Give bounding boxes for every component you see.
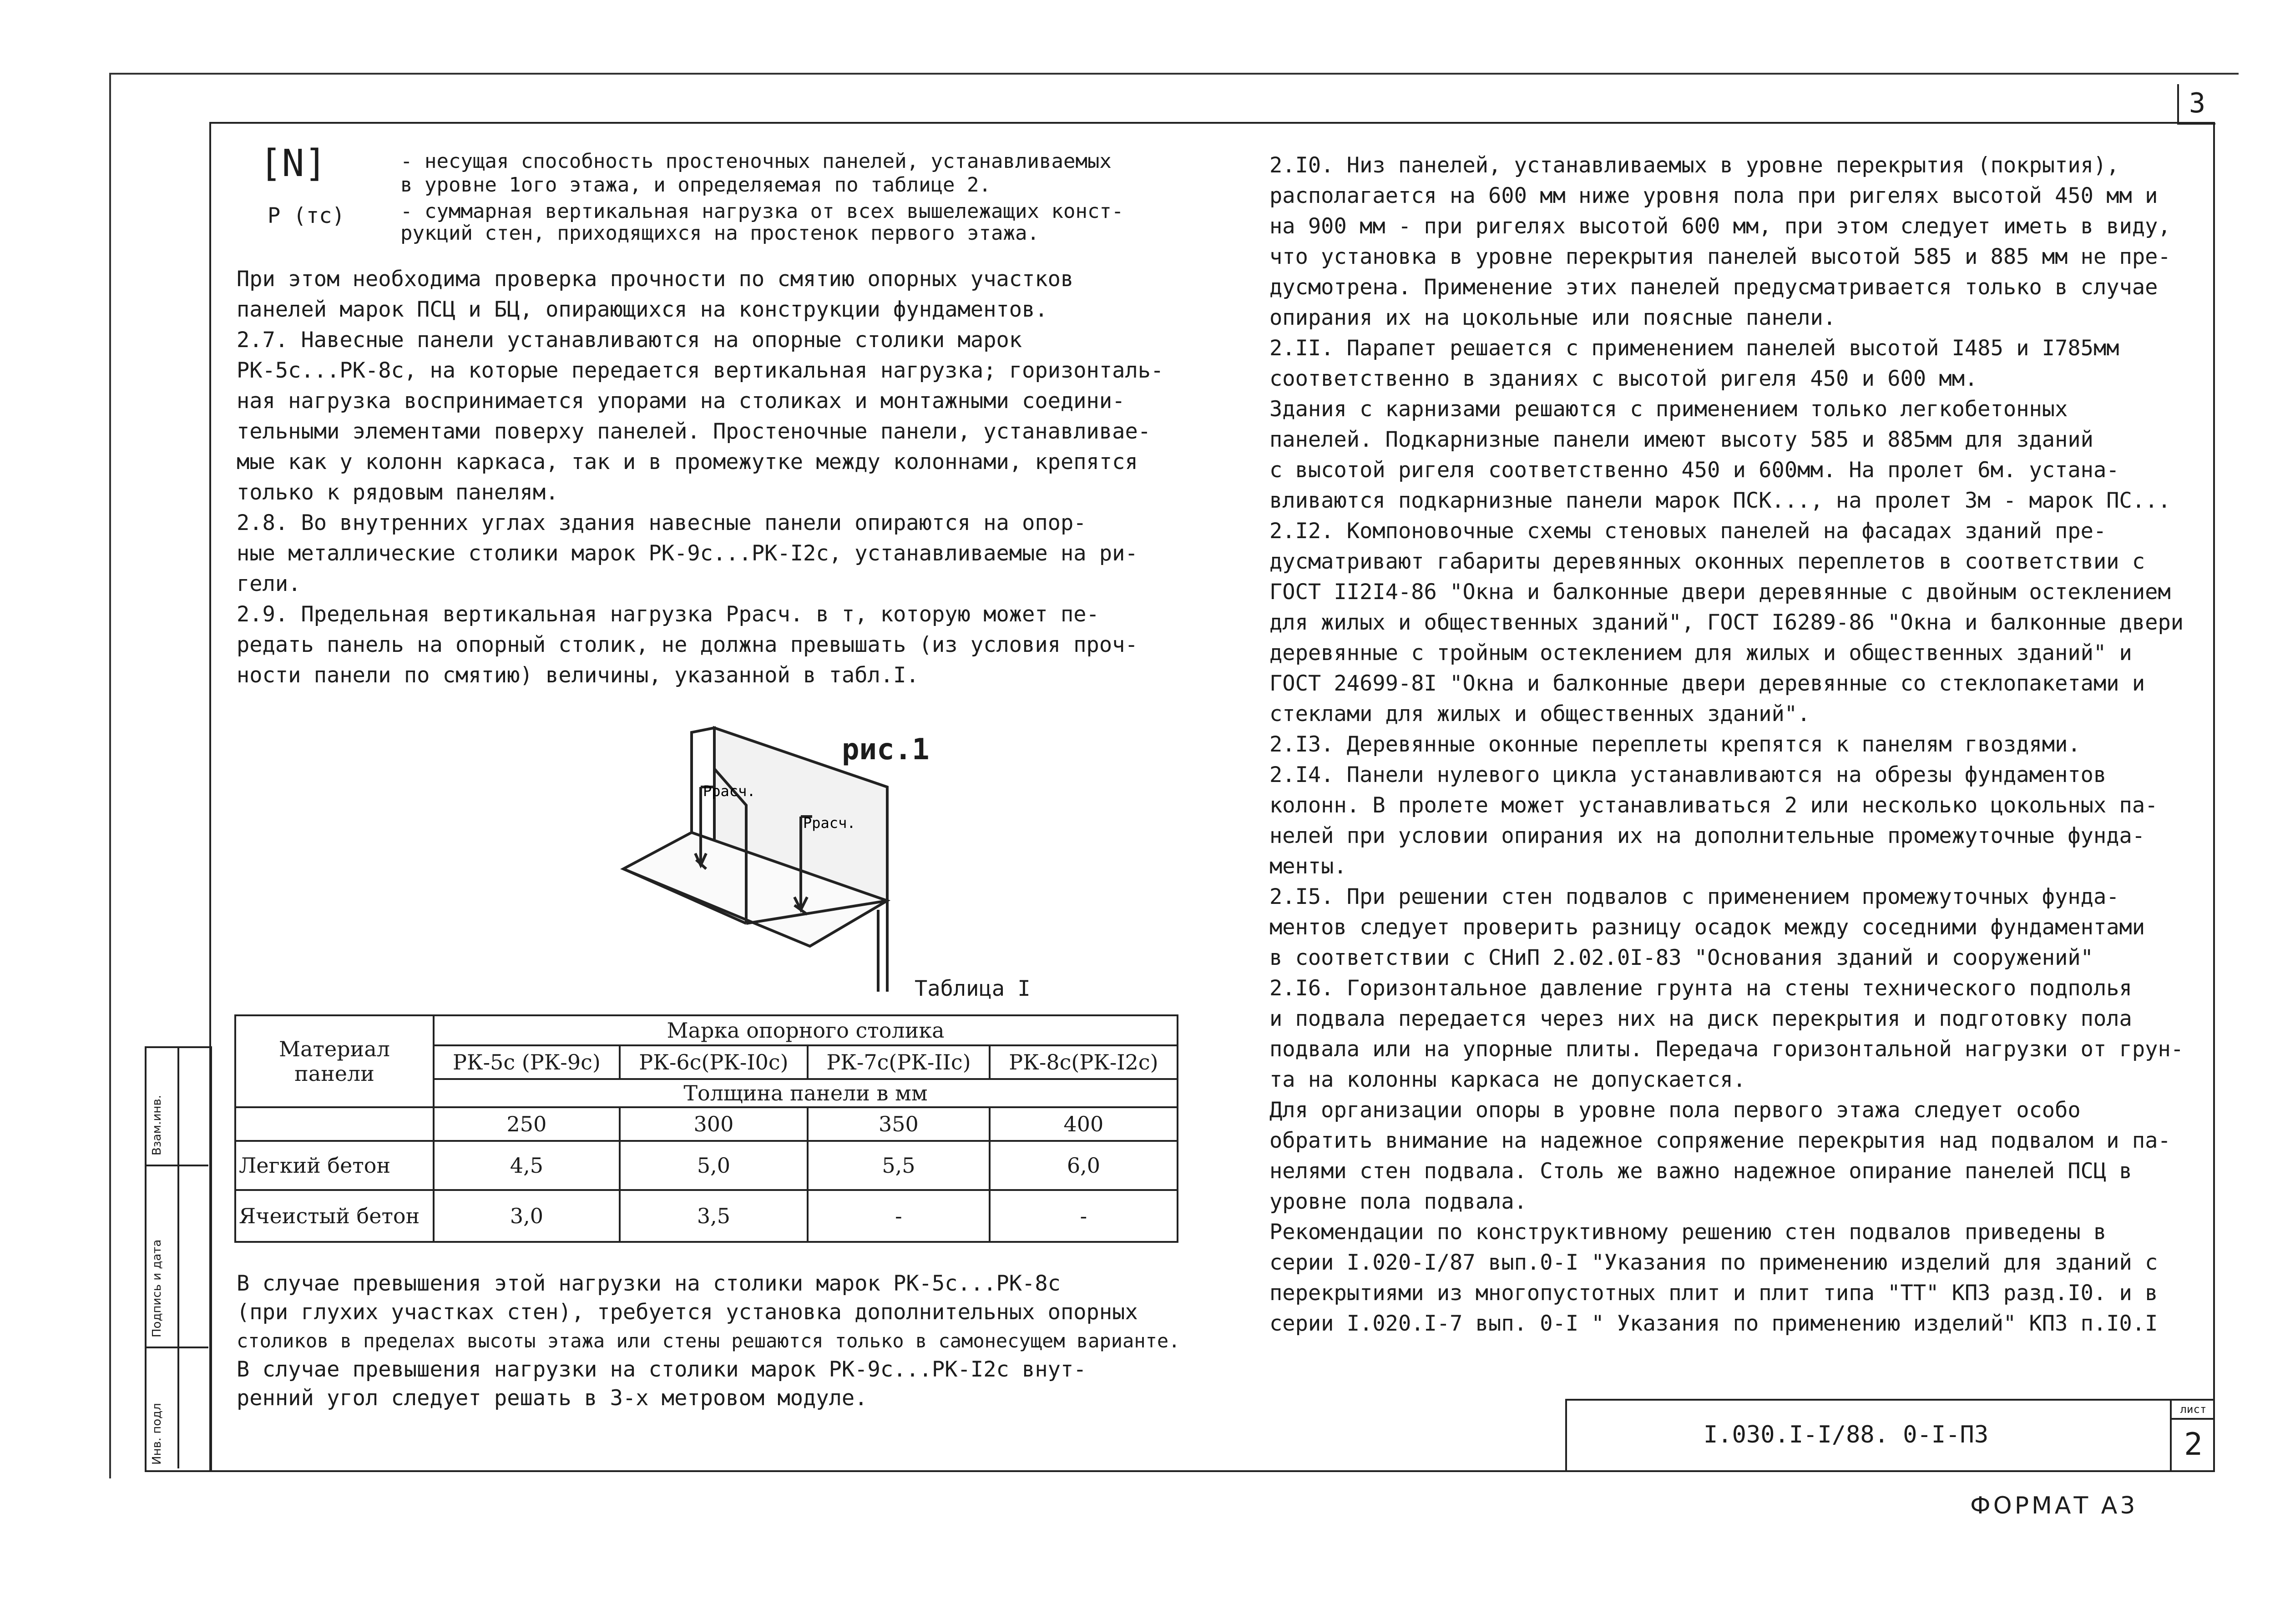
- left-para-line: 2.9. Предельная вертикальная нагрузка Pрасч. в т, которую может пе-: [237, 602, 1099, 627]
- left-para-line: ности панели по смятию) величины, указанной в табл.I.: [237, 663, 919, 688]
- table-row-value: -: [808, 1190, 990, 1242]
- side-label-sign: Подпись и дата: [150, 1239, 164, 1337]
- table-mark-cell: РК-7с(РК-IIс): [808, 1045, 990, 1079]
- def-n-line-1: - несущая способность простеночных панелей, устанавливаемых: [400, 150, 1112, 173]
- right-line: для жилых и общественных зданий", ГОСТ I6289-86 "Окна и балконные двери: [1269, 610, 2184, 635]
- right-line: менты.: [1269, 854, 1347, 879]
- table-row-value: 5,5: [808, 1141, 990, 1190]
- table-thickness-cell: 350: [808, 1107, 990, 1141]
- table-header-row: [235, 1015, 1178, 1045]
- table-row: [235, 1190, 1178, 1242]
- right-line: панелей. Подкарнизные панели имеют высоту 585 и 885мм для зданий: [1269, 427, 2093, 452]
- right-line: 2.II. Парапет решается с применением панелей высотой I485 и I785мм: [1269, 336, 2119, 361]
- right-line: ГОСТ II2I4-86 "Окна и балконные двери деревянные с двойным остеклением: [1269, 580, 2171, 605]
- right-line: ментов следует проверить разницу осадок между соседними фундаментами: [1269, 915, 2145, 940]
- table-title: Таблица I: [915, 976, 1031, 1001]
- left-paragraphs: [237, 264, 1163, 691]
- def-p-line-1: - суммарная вертикальная нагрузка от всех вышележащих конст-: [400, 200, 1124, 223]
- def-p-symbol: P (тс): [268, 203, 345, 228]
- side-strip-sep-2: [145, 1347, 208, 1348]
- right-line: обратить внимание на надежное сопряжение перекрытия над подвалом и па-: [1269, 1128, 2171, 1153]
- right-line: 2.I2. Компоновочные схемы стеновых панелей на фасадах зданий пре-: [1269, 519, 2107, 544]
- table-row-value: 4,5: [434, 1141, 620, 1190]
- table-thickness-cell: 250: [434, 1107, 620, 1141]
- def-p-line-2: рукций стен, приходящихся на простенок первого этажа.: [400, 222, 1039, 245]
- side-label-vzam: Взам.инв.: [150, 1095, 164, 1155]
- left-para-line: панелей марок ПСЦ и БЦ, опирающихся на конструкции фундаментов.: [237, 297, 1048, 322]
- right-line: серии I.020-I/87 вып.0-I "Указания по применению изделий для зданий с: [1269, 1250, 2158, 1275]
- right-column: [1269, 150, 2184, 1339]
- right-line: 2.I3. Деревянные оконные переплеты крепятся к панелям гвоздями.: [1269, 732, 2081, 757]
- left-after-table: [237, 1269, 1180, 1412]
- right-line: стеклами для жилых и общественных зданий".: [1269, 701, 1810, 726]
- outer-left-line: [109, 73, 111, 1478]
- right-line: с высотой ригеля соответственно 450 и 600мм. На пролет 6м. устана-: [1269, 458, 2119, 483]
- stamp-doc-number: I.030.I-I/88. 0-I-ПЗ: [1704, 1421, 1989, 1448]
- after-table-line: ренний угол следует решать в 3-х метровом модуле.: [237, 1386, 868, 1411]
- right-line: колонн. В пролете может устанавливаться 2 или несколько цокольных па-: [1269, 793, 2158, 818]
- format-label: ФОРМАТ А3: [1970, 1492, 2138, 1519]
- right-line: 2.I0. Низ панелей, устанавливаемых в уровне перекрытия (покрытия),: [1269, 153, 2119, 178]
- left-para-line: При этом необходима проверка прочности по смятию опорных участков: [237, 267, 1074, 292]
- after-table-line: столиков в пределах высоты этажа или стены решаются только в самонесущем варианте.: [237, 1330, 1180, 1352]
- right-line: ГОСТ 24699-8I "Окна и балконные двери деревянные со стеклопакетами и: [1269, 671, 2145, 696]
- right-line: 2.I5. При решении стен подвалов с применением промежуточных фунда-: [1269, 884, 2119, 909]
- table-header-mark: Марка опорного столика: [434, 1015, 1178, 1045]
- table-row-value: 6,0: [990, 1141, 1178, 1190]
- table-thickness-row: [235, 1107, 1178, 1141]
- table-mark-cell: РК-6с(РК-I0с): [620, 1045, 808, 1079]
- side-label-inv: Инв. подл: [150, 1403, 164, 1465]
- def-n-text: [400, 150, 1112, 197]
- table-row-material: Легкий бетон: [235, 1141, 434, 1190]
- right-line: что установка в уровне перекрытия панелей высотой 585 и 885 мм не пре-: [1269, 244, 2171, 269]
- def-n-line-2: в уровне 1ого этажа, и определяемая по таблице 2.: [400, 173, 991, 197]
- after-table-line: В случае превышения этой нагрузки на столики марок РК-5с...РК-8с: [237, 1271, 1061, 1296]
- stamp-sheet-label: лист: [2172, 1401, 2215, 1420]
- right-line: дусмотрена. Применение этих панелей предусматривается только в случае: [1269, 275, 2158, 300]
- right-line: соответственно в зданиях с высотой ригеля 450 и 600 мм.: [1269, 366, 1978, 391]
- table-header-material: Материал панели: [235, 1015, 434, 1107]
- right-line: 2.I4. Панели нулевого цикла устанавливаются на обрезы фундаментов: [1269, 762, 2107, 787]
- stamp-sheet-cell: [2170, 1401, 2215, 1470]
- right-line: подвала или на упорные плиты. Передача горизонтальной нагрузки от грун-: [1269, 1037, 2184, 1062]
- def-p-text: [400, 201, 1123, 244]
- table-row-value: 3,5: [620, 1190, 808, 1242]
- right-line: деревянные с тройным остеклением для жилых и общественных зданий" и: [1269, 641, 2132, 666]
- table-row-value: -: [990, 1190, 1178, 1242]
- left-para-line: ные металлические столики марок РК-9с...РК-I2с, устанавливаемые на ри-: [237, 541, 1138, 566]
- corner-number-box: [2177, 84, 2215, 125]
- table-thickness-cell: 300: [620, 1107, 808, 1141]
- after-table-line: В случае превышения нагрузки на столики марок РК-9с...РК-I2с внут-: [237, 1357, 1087, 1382]
- left-para-line: мые как у колонн каркаса, так и в промежутке между колоннами, крепятся: [237, 449, 1138, 474]
- left-para-line: гели.: [237, 571, 301, 596]
- right-line: опирания их на цокольные или поясные панели.: [1269, 305, 1836, 330]
- outer-top-line: [109, 73, 2239, 75]
- table-row: [235, 1141, 1178, 1190]
- left-para-line: ная нагрузка воспринимается упорами на столиках и монтажными соедини-: [237, 388, 1125, 414]
- right-line: в соответствии с СНиП 2.02.0I-83 "Основания зданий и сооружений": [1269, 945, 2093, 970]
- side-strip-divider: [177, 1046, 179, 1468]
- left-para-line: 2.7. Навесные панели устанавливаются на опорные столики марок: [237, 328, 1022, 353]
- right-line: на 900 мм - при ригелях высотой 600 мм, при этом следует иметь в виду,: [1269, 214, 2171, 239]
- right-line: располагается на 600 мм ниже уровня пола при ригелях высотой 450 мм и: [1269, 183, 2158, 208]
- right-line: нелями стен подвала. Столь же важно надежное опирание панелей ПСЦ в: [1269, 1159, 2132, 1184]
- table-row-material: Ячеистый бетон: [235, 1190, 434, 1242]
- table-row-value: 3,0: [434, 1190, 620, 1242]
- right-line: серии I.020.I-7 вып. 0-I " Указания по применению изделий" КПЗ п.I0.I: [1269, 1311, 2158, 1336]
- table-mark-cell: РК-5с (РК-9с): [434, 1045, 620, 1079]
- figure-load-label-2: Pрасч.: [803, 814, 856, 832]
- table-1: [234, 1014, 1178, 1243]
- title-stamp: [1565, 1399, 2213, 1470]
- right-line: 2.I6. Горизонтальное давление грунта на стены технического подполья: [1269, 976, 2132, 1001]
- figure-label: рис.1: [842, 733, 930, 767]
- right-line: та на колонны каркаса не допускается.: [1269, 1067, 1746, 1092]
- right-line: нелей при условии опирания их на дополнительные промежуточные фунда-: [1269, 823, 2145, 848]
- table-row-value: 5,0: [620, 1141, 808, 1190]
- right-line: Рекомендации по конструктивному решению стен подвалов приведены в: [1269, 1220, 2107, 1245]
- table-header-thickness: Толщина панели в мм: [434, 1079, 1178, 1107]
- table-empty-cell: [235, 1107, 434, 1141]
- right-line: дусматривают габариты деревянных оконных переплетов в соответствии с: [1269, 549, 2145, 574]
- left-para-line: 2.8. Во внутренних углах здания навесные панели опираются на опор-: [237, 510, 1087, 535]
- right-line: перекрытиями из многопустотных плит и плит типа "ТТ" КПЗ разд.I0. и в: [1269, 1281, 2158, 1306]
- table-thickness-cell: 400: [990, 1107, 1178, 1141]
- left-para-line: редать панель на опорный столик, не должна превышать (из условия проч-: [237, 632, 1138, 657]
- after-table-line: (при глухих участках стен), требуется установка дополнительных опорных: [237, 1300, 1138, 1325]
- right-line: вливаются подкарнизные панели марок ПСК..., на пролет 3м - марок ПС...: [1269, 488, 2171, 513]
- left-para-line: РК-5с...РК-8с, на которые передается вертикальная нагрузка; горизонталь-: [237, 358, 1164, 383]
- right-line: и подвала передается через них на диск перекрытия и подготовку пола: [1269, 1006, 2132, 1031]
- def-n-symbol: [N]: [259, 142, 327, 185]
- side-strip-sep-1: [145, 1165, 208, 1166]
- left-para-line: только к рядовым панелям.: [237, 480, 559, 505]
- right-line: уровне пола подвала.: [1269, 1189, 1527, 1214]
- corner-number: 3: [2189, 87, 2206, 119]
- figure-load-label-1: Pрасч.: [703, 782, 756, 800]
- table-mark-cell: РК-8с(РК-I2с): [990, 1045, 1178, 1079]
- left-para-line: тельными элементами поверху панелей. Простеночные панели, устанавливае-: [237, 419, 1151, 444]
- stamp-sheet-number: 2: [2184, 1427, 2203, 1463]
- right-line: Здания с карнизами решаются с применением только легкобетонных: [1269, 397, 2068, 422]
- right-line: Для организации опоры в уровне пола первого этажа следует особо: [1269, 1098, 2081, 1123]
